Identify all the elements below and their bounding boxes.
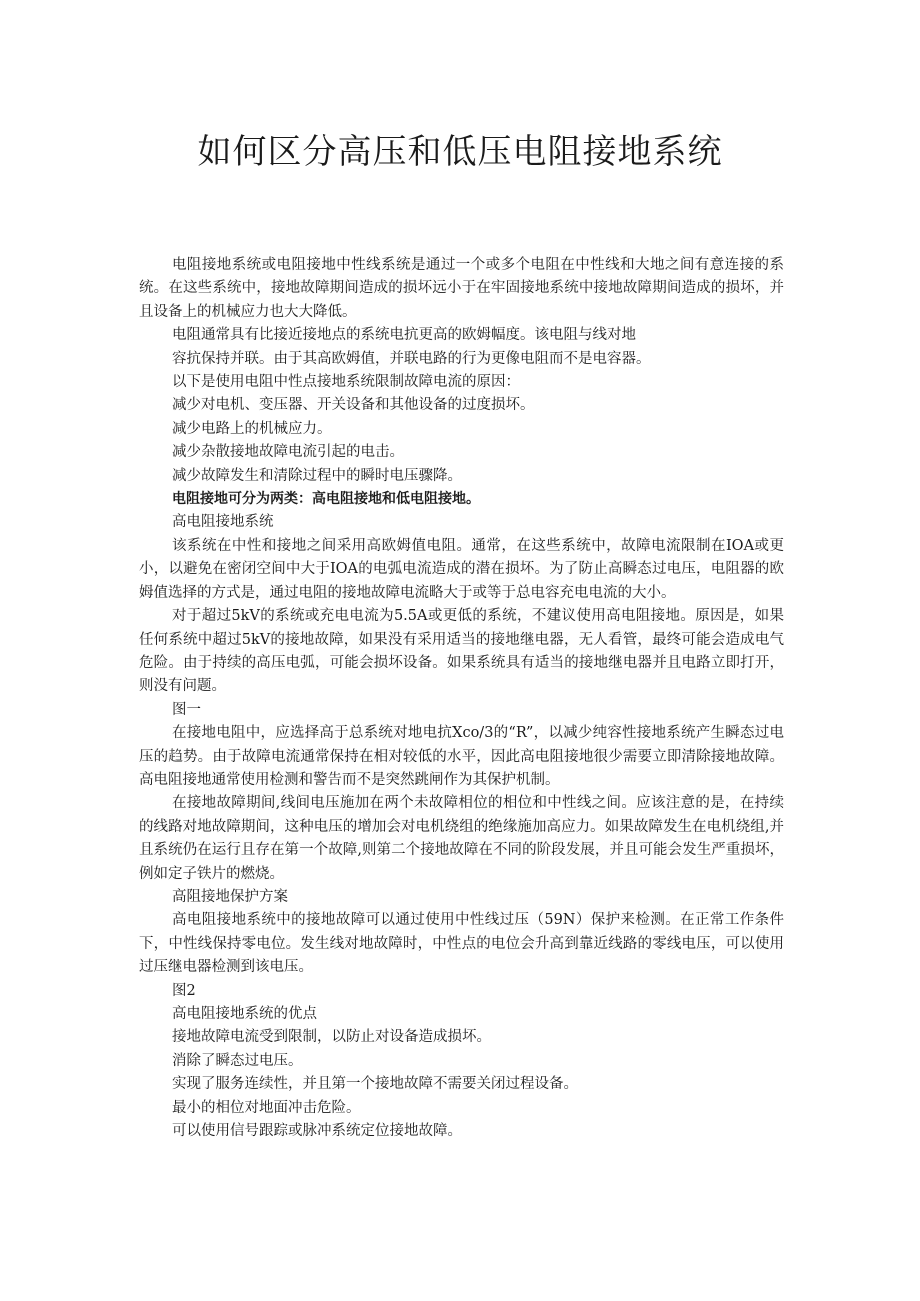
figure-label: 图一 bbox=[172, 701, 201, 718]
bold-statement: 电阻接地可分为两类：高电阻接地和低电阻接地。 bbox=[172, 491, 480, 508]
document-title: 如何区分高压和低压电阻接地系统 bbox=[197, 132, 723, 172]
paragraph: 在接地电阻中，应选择高于总系统对地电抗Xco/3的“R”，以减少纯容性接地系统产生瞬态过电压的趋势。由于故障电流通常保持在相对较低的水平，因此高电阻接地很少需要立即清除接地故障。高电阻接地通常使用检测和警告而不是突然跳闸作为其保护机制。 bbox=[139, 725, 784, 788]
document-body bbox=[139, 254, 784, 1143]
list-item: 减少对电机、变压器、开关设备和其他设备的过度损坏。 bbox=[172, 397, 535, 414]
list-item: 减少杂散接地故障电流引起的电击。 bbox=[172, 444, 404, 461]
paragraph: 该系统在中性和接地之间采用高欧姆值电阻。通常，在这些系统中，故障电流限制在IOA或更小，以避免在密闭空间中大于IOA的电弧电流造成的潜在损坏。为了防止高瞬态过电压，电阻器的欧姆值选择的方式是，通过电阻的接地故障电流略大于或等于总电容充电电流的大小。 bbox=[139, 537, 784, 601]
paragraph-intro: 电阻接地系统或电阻接地中性线系统是通过一个或多个电阻在中性线和大地之间有意连接的系统。在这些系统中，接地故障期间造成的损坏远小于在牢固接地系统中接地故障期间造成的损坏，并且设备上的机械应力也大大降低。 bbox=[139, 257, 784, 320]
list-item: 最小的相位对地面冲击危险。 bbox=[172, 1099, 361, 1116]
paragraph: 对于超过5kV的系统或充电电流为5.5A或更低的系统，不建议使用高电阻接地。原因是，如果任何系统中超过5kV的接地故障，如果没有采用适当的接地继电器，无人看管，最终可能会造成电气危险。由于持续的高压电弧，可能会损坏设备。如果系统具有适当的接地继电器并且电路立即打开，则没有问题。 bbox=[139, 608, 784, 695]
section-heading: 高电阻接地系统 bbox=[172, 514, 274, 531]
paragraph: 高电阻接地系统中的接地故障可以通过使用中性线过压（59N）保护来检测。在正常工作条件下，中性线保持零电位。发生线对地故障时，中性点的电位会升高到靠近线路的零线电压，可以使用过压继电器检测到该电压。 bbox=[139, 912, 784, 976]
paragraph: 以下是使用电阻中性点接地系统限制故障电流的原因： bbox=[172, 374, 520, 391]
section-heading: 高电阻接地系统的优点 bbox=[172, 1006, 317, 1022]
list-item: 消除了瞬态过电压。 bbox=[172, 1052, 303, 1069]
section-heading: 高阻接地保护方案 bbox=[172, 888, 288, 905]
list-item: 接地故障电流受到限制，以防止对设备造成损坏。 bbox=[172, 1029, 491, 1046]
list-item: 减少电路上的机械应力。 bbox=[172, 420, 332, 437]
paragraph: 容抗保持并联。由于其高欧姆值，并联电路的行为更像电阻而不是电容器。 bbox=[172, 350, 651, 367]
list-item: 实现了服务连续性，并且第一个接地故障不需要关闭过程设备。 bbox=[172, 1076, 578, 1093]
list-item: 减少故障发生和清除过程中的瞬时电压骤降。 bbox=[172, 467, 462, 484]
figure-label: 图2 bbox=[172, 982, 196, 999]
paragraph: 在接地故障期间,线间电压施加在两个未故障相位的相位和中性线之间。应该注意的是，在持续的线路对地故障期间，这种电压的增加会对电机绕组的绝缘施加高应力。如果故障发生在电机绕组,并且系统仍在运行且存在第一个故障,则第二个接地故障在不同的阶段发展，并且可能会发生严重损坏，例如定子铁片的燃烧。 bbox=[139, 795, 784, 882]
paragraph: 电阻通常具有比接近接地点的系统电抗更高的欧姆幅度。该电阻与线对地 bbox=[172, 327, 636, 344]
list-item: 可以使用信号跟踪或脉冲系统定位接地故障。 bbox=[172, 1123, 462, 1140]
